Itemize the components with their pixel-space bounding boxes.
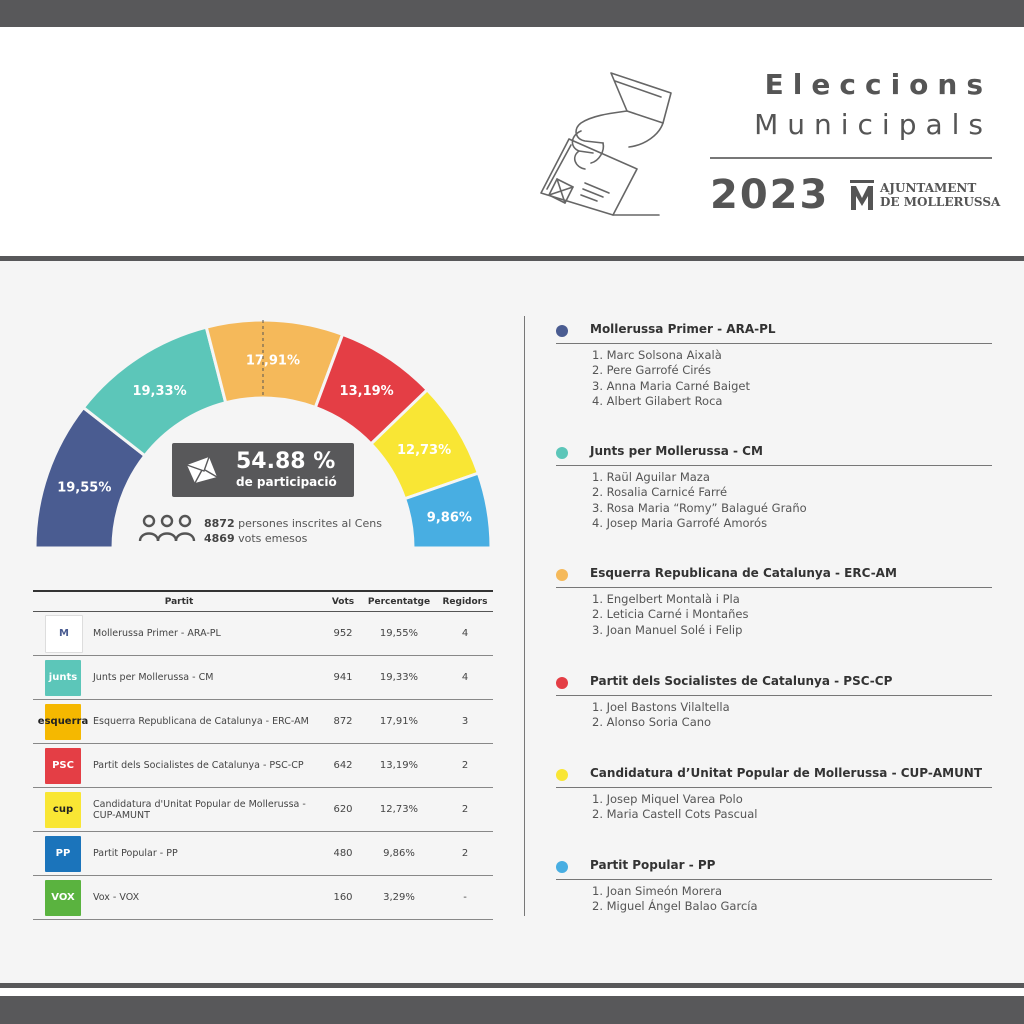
party-rule <box>556 587 992 588</box>
candidate-name: 2. Pere Garrofé Cirés <box>592 363 711 378</box>
party-votes: 642 <box>325 744 361 788</box>
party-percentage: 17,91% <box>361 700 437 744</box>
chart-segment-label: 13,19% <box>339 383 394 399</box>
candidate-name: 4. Josep Maria Garrofé Amorós <box>592 516 768 531</box>
party-seats: 4 <box>437 612 493 656</box>
candidate-name: 3. Joan Manuel Solé i Felip <box>592 622 743 637</box>
candidate-list <box>592 348 750 410</box>
party-percentage: 9,86% <box>361 832 437 876</box>
column-divider <box>524 316 525 916</box>
participation-value: 54.88 % <box>236 449 336 474</box>
registered-count: 8872 <box>204 517 235 530</box>
party-name: Partit Popular - PP <box>93 832 325 876</box>
party-logo-cell <box>33 788 93 832</box>
ajuntament-line2: DE MOLLERUSSA <box>880 195 1001 209</box>
top-bar <box>0 0 1024 27</box>
title-rule <box>710 157 992 159</box>
candidate-name: 4. Albert Gilabert Roca <box>592 394 723 409</box>
party-seats: 2 <box>437 832 493 876</box>
chart-segment-label: 19,33% <box>132 383 187 399</box>
candidate-list <box>592 884 758 915</box>
party-title: Mollerussa Primer - ARA-PL <box>590 322 776 336</box>
candidate-name: 1. Joan Simeón Morera <box>592 884 723 898</box>
title-line1: Eleccions <box>764 68 992 101</box>
candidate-name: 1. Raül Aguilar Maza <box>592 470 710 484</box>
candidate-name: 1. Engelbert Montalà i Pla <box>592 592 740 606</box>
candidate-name: 3. Anna Maria Carné Baiget <box>592 378 751 393</box>
header-percentatge: Percentatge <box>361 591 437 612</box>
party-logo-cell <box>33 656 93 700</box>
header-vots: Vots <box>325 591 361 612</box>
party-name: Junts per Mollerussa - CM <box>93 656 325 700</box>
party-name: Partit dels Socialistes de Catalunya - PSC-CP <box>93 744 325 788</box>
election-year: 2023 <box>710 172 830 218</box>
party-logo-cell <box>33 832 93 876</box>
bottom-bar <box>0 996 1024 1024</box>
title-line2: Municipals <box>754 108 992 141</box>
party-votes: 872 <box>325 700 361 744</box>
party-name: Mollerussa Primer - ARA-PL <box>93 612 325 656</box>
bottom-gap <box>0 988 1024 996</box>
party-logo: junts <box>45 660 81 696</box>
party-color-dot <box>556 769 568 781</box>
party-name: Candidatura d'Unitat Popular de Mollerussa - CUP-AMUNT <box>93 788 325 832</box>
party-percentage: 12,73% <box>361 788 437 832</box>
party-logo-cell <box>33 744 93 788</box>
results-table <box>33 590 493 920</box>
ajuntament-logo-icon <box>848 180 876 212</box>
party-title: Junts per Mollerussa - CM <box>590 444 763 458</box>
party-logo: esquerra <box>45 704 81 740</box>
party-name: Esquerra Republicana de Catalunya - ERC-AM <box>93 700 325 744</box>
people-icon <box>138 513 196 543</box>
party-rule <box>556 465 992 466</box>
candidate-name: 2. Rosalia Carnicé Farré <box>592 485 728 500</box>
candidate-list <box>592 700 730 731</box>
party-color-dot <box>556 325 568 337</box>
party-title: Partit Popular - PP <box>590 858 716 872</box>
party-rule <box>556 343 992 344</box>
candidate-name: 2. Leticia Carné i Montañes <box>592 607 749 622</box>
party-percentage: 19,55% <box>361 612 437 656</box>
votes-count: 4869 <box>204 532 235 545</box>
party-logo: PP <box>45 836 81 872</box>
party-title: Candidatura d’Unitat Popular de Mollerussa - CUP-AMUNT <box>590 766 983 780</box>
ajuntament-name <box>880 181 1000 209</box>
party-rule <box>556 787 992 788</box>
party-logo: cup <box>45 792 81 828</box>
party-rule <box>556 879 992 880</box>
party-seats: 2 <box>437 744 493 788</box>
party-logo-cell <box>33 612 93 656</box>
participation-label: de participació <box>236 475 337 489</box>
party-seats: 2 <box>437 788 493 832</box>
chart-segment-label: 12,73% <box>396 443 452 459</box>
party-logo: PSC <box>45 748 81 784</box>
party-votes: 952 <box>325 612 361 656</box>
table-row <box>33 788 493 832</box>
candidate-list <box>592 592 748 638</box>
ballot-hand-icon <box>533 65 683 220</box>
table-header-row <box>33 591 493 612</box>
ajuntament-line1: AJUNTAMENT <box>880 181 977 195</box>
votes-text: vots emesos <box>238 532 308 545</box>
candidate-name: 2. Miguel Ángel Balao García <box>592 899 758 914</box>
party-title: Esquerra Republicana de Catalunya - ERC-AM <box>590 566 897 580</box>
party-logo-cell <box>33 700 93 744</box>
candidate-list <box>592 792 757 823</box>
candidate-name: 1. Marc Solsona Aixalà <box>592 348 722 362</box>
party-color-dot <box>556 861 568 873</box>
party-logo: M <box>45 615 83 653</box>
candidate-name: 1. Josep Miquel Varea Polo <box>592 792 743 806</box>
party-rule <box>556 695 992 696</box>
party-logo: VOX <box>45 880 81 916</box>
party-title: Partit dels Socialistes de Catalunya - PSC-CP <box>590 674 893 688</box>
party-percentage: 19,33% <box>361 656 437 700</box>
table-row <box>33 700 493 744</box>
envelope-icon <box>185 455 221 483</box>
party-seats: - <box>437 876 493 920</box>
party-votes: 480 <box>325 832 361 876</box>
party-percentage: 13,19% <box>361 744 437 788</box>
party-color-dot <box>556 677 568 689</box>
registered-text: persones inscrites al Cens <box>238 517 382 530</box>
candidate-name: 1. Joel Bastons Vilaltella <box>592 700 730 714</box>
table-row <box>33 832 493 876</box>
party-seats: 4 <box>437 656 493 700</box>
header-partit: Partit <box>33 591 325 612</box>
census-info <box>204 516 382 546</box>
party-seats: 3 <box>437 700 493 744</box>
chart-segment-label: 17,91% <box>245 353 301 369</box>
header <box>0 27 1024 256</box>
chart-segment-label: 19,55% <box>57 480 112 496</box>
party-percentage: 3,29% <box>361 876 437 920</box>
candidate-name: 3. Rosa Maria “Romy” Balagué Graño <box>592 500 807 515</box>
header-regidors: Regidors <box>437 591 493 612</box>
chart-segment-label: 9,86% <box>426 510 472 526</box>
table-row <box>33 612 493 656</box>
table-row <box>33 656 493 700</box>
party-votes: 160 <box>325 876 361 920</box>
party-name: Vox - VOX <box>93 876 325 920</box>
party-logo-cell <box>33 876 93 920</box>
party-color-dot <box>556 447 568 459</box>
party-votes: 620 <box>325 788 361 832</box>
table-row <box>33 744 493 788</box>
party-votes: 941 <box>325 656 361 700</box>
candidate-list <box>592 470 807 532</box>
candidate-name: 2. Alonso Soria Cano <box>592 715 712 730</box>
candidate-name: 2. Maria Castell Cots Pascual <box>592 807 758 822</box>
party-color-dot <box>556 569 568 581</box>
table-row <box>33 876 493 920</box>
